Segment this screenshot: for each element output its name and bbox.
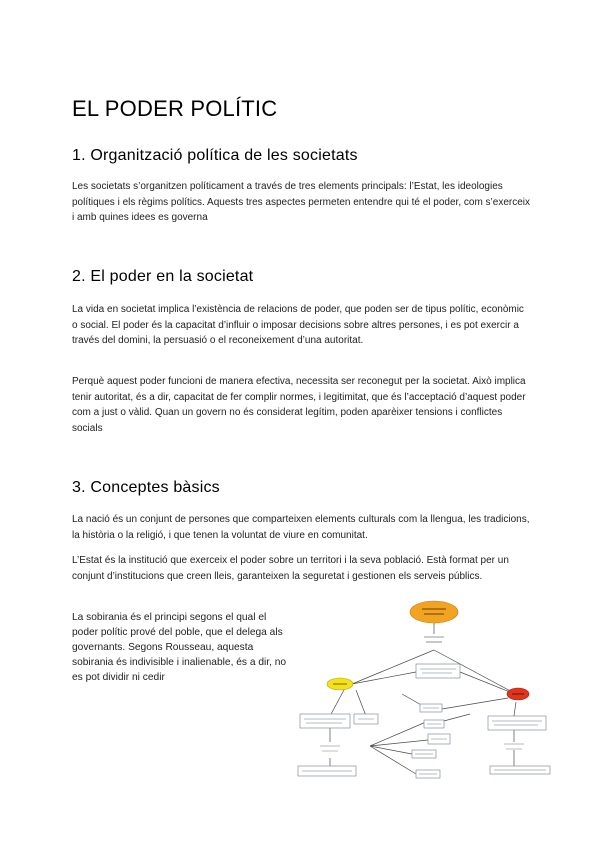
section-3-paragraph-2: L’Estat és la institució que exerceix el poder sobre un territori i la seva població. Està format per un conjunt d’institucions que creen lleis, garanteixen la seguretat i gestionen els serveis públics. — [72, 555, 509, 582]
section-3-heading: 3. Conceptes bàsics — [72, 479, 220, 496]
node-top — [410, 601, 458, 623]
section-3-paragraph-1: La nació és un conjunt de persones que comparteixen elements culturals com la llengua, les tradicions, la història o la religió, i que tenen la voluntat de viure en comunitat. — [72, 514, 530, 541]
section-1-paragraph-1: Les societats s’organitzen políticament a través de tres elements principals: l’Estat, les ideologies polítiques i els règims polítics. Aquests tres aspectes permeten entendre qui té el poder, com s’exerceix i amb quines idees es governa — [72, 181, 531, 223]
section-2-heading: 2. El poder en la societat — [72, 268, 254, 285]
section-2-paragraph-1: La vida en societat implica l’existència de relacions de poder, que poden ser de tipus polític, econòmic o social. El poder és la capacitat d’influir o imposar decisions sobre altres persones, i es pot exercir a través del domini, la persuasió o el reconeixement d’una autoritat. — [72, 304, 524, 346]
page-title: EL PODER POLÍTIC — [72, 96, 278, 121]
concept-map-diagram — [290, 598, 560, 784]
section-2-paragraph-2: Perquè aquest poder funcioni de manera efectiva, necessita ser reconegut per la societat. Això implica tenir autoritat, és a dir, capacitat de fer complir normes, i legitimitat, que és l’acceptació d’aquest poder com a just o vàlid. Quan un govern no és considerat legítim, poden aparèixer tensions i conflictes socials — [72, 376, 526, 434]
section-3-paragraph-3: La sobirania és el principi segons el qual el poder polític prové del poble, que el delega als governants. Segons Rousseau, aquesta sobirania és indivisible i inalienable, és a dir, no es pot dividir ni cedir — [72, 612, 287, 683]
section-1-heading: 1. Organització política de les societats — [72, 147, 358, 164]
